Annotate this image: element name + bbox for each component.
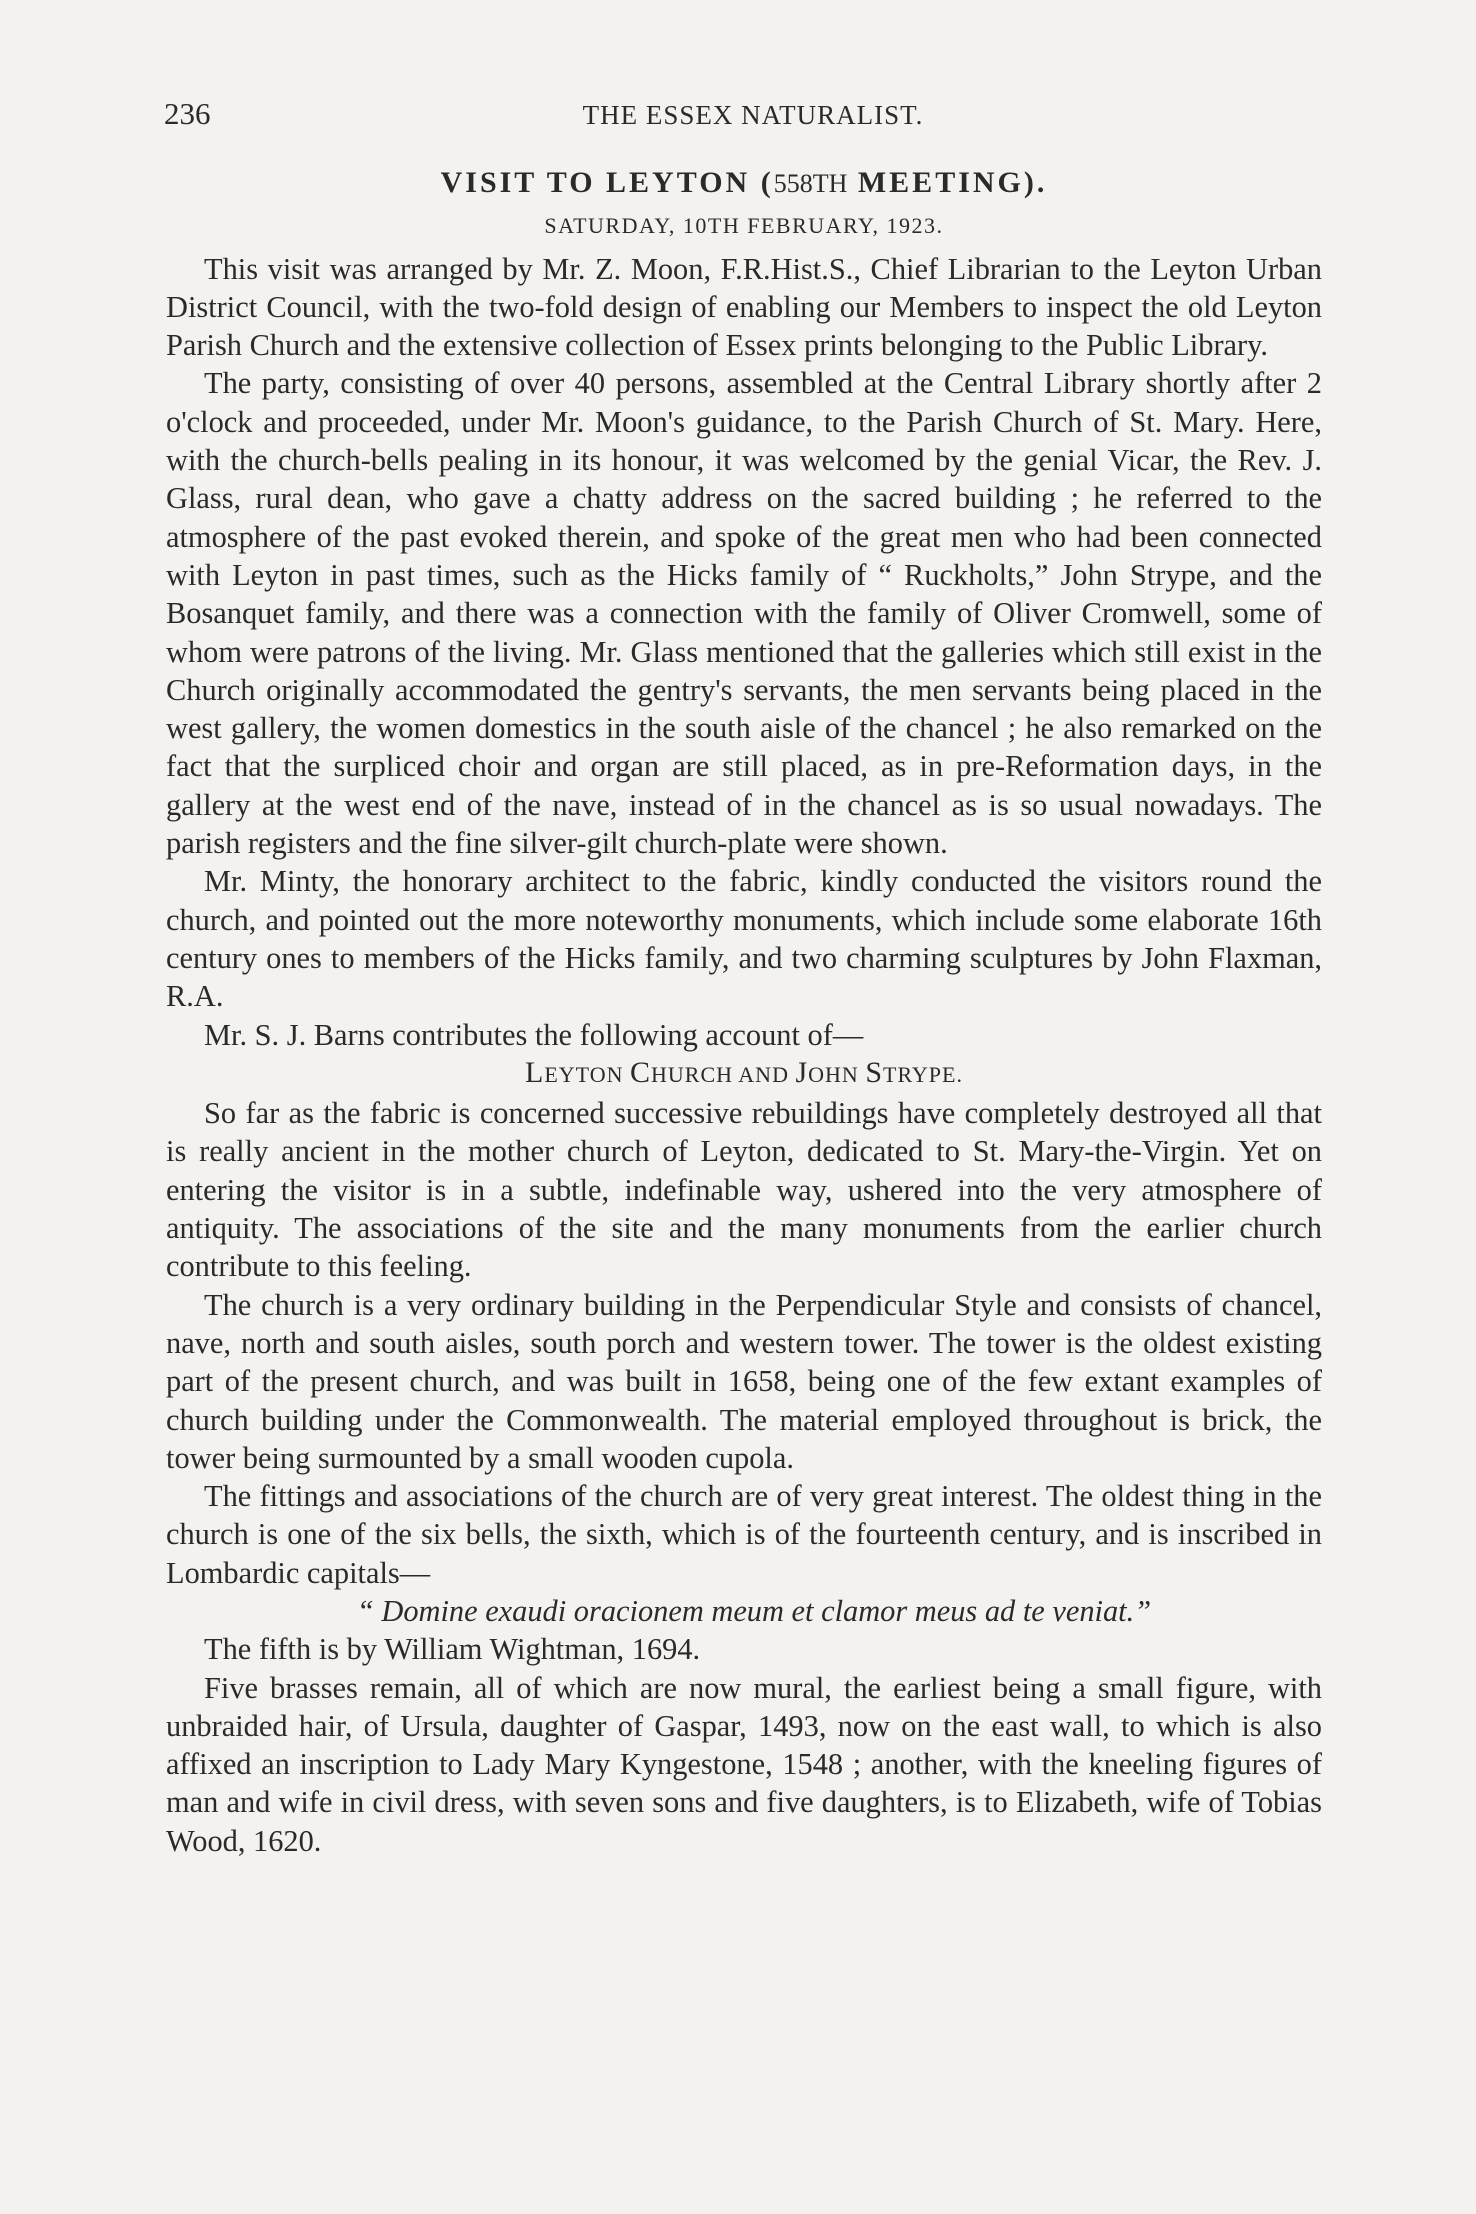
article-body [166, 164, 1322, 1860]
paragraph-barns: Mr. S. J. Barns contributes the following account of— [204, 1017, 864, 1052]
paragraph-minty: Mr. Minty, the honorary architect to the fabric, kindly conducted the visitors round the church, and pointed out the more noteworthy monuments, which include some elaborate 16th century ones to members of the Hicks family, and two charming sculptures by John Flaxman, R.A. [166, 864, 1322, 1014]
bell-inscription: “ Domine exaudi oracionem meum et clamor meus ad te veniat.” [356, 1593, 1152, 1628]
meeting-number: 558TH [773, 169, 848, 198]
paragraph-building: The church is a very ordinary building in the Perpendicular Style and consists of chancel, nave, north and south aisles, south porch and western tower. The tower is the oldest existing part of the present church, and was built in 1658, being one of the few extant examples of church building under the Commonwealth. The material employed throughout is brick, the tower being surmounted by a small wooden cupola. [166, 1287, 1322, 1475]
title-text-end: MEETING). [847, 166, 1048, 199]
title-text: VISIT TO LEYTON ( [440, 166, 774, 199]
meeting-date: SATURDAY, 10TH FEBRUARY, 1923. [544, 213, 944, 239]
paragraph-party: The party, consisting of over 40 persons, assembled at the Central Library shortly after 2 o'clock and proceeded, under Mr. Moon's guidance, to the Parish Church of St. Mary. Here, with the church-bells pealing in its honour, it was welcomed by the genial Vicar, the Rev. J. Glass, rural dean, who gave a chatty address on the sacred building ; he referred to the atmosphere of the past evoked therein, and spoke of the great men who had been connected with Leyton in past times, such as the Hicks family of “ Ruckholts,” John Strype, and the Bosanquet family, and there was a connection with the family of Oliver Cromwell, some of whom were patrons of the living. Mr. Glass mentioned that the galleries which still exist in the Church originally accommodated the gentry's servants, the men servants being placed in the west gallery, the women domestics in the south aisle of the chancel ; he also remarked on the fact that the surpliced choir and organ are still placed, as in pre-Reformation days, in the gallery at the west end of the nave, instead of in the chancel as is so usual nowadays. The parish registers and the fine silver-gilt church-plate were shown. [166, 366, 1322, 861]
paragraph-fittings: The fittings and associations of the church are of very great interest. The oldest thing in the church is one of the six bells, the sixth, which is of the fourteenth century, and is inscribed in Lombardic capitals— [166, 1479, 1322, 1590]
paragraph-fabric: So far as the fabric is concerned successive rebuildings have completely destroyed all that is really ancient in the mother church of Leyton, dedicated to St. Mary-the-Virgin. Yet on entering the visitor is in a subtle, indefinable way, ushered into the very atmosphere of antiquity. The associations of the site and the many monuments from the earlier church contribute to this feeling. [166, 1096, 1322, 1284]
section-heading: LEYTON CHURCH AND JOHN STRYPE. [525, 1055, 963, 1089]
page-number: 236 [164, 96, 211, 131]
paragraph-intro: This visit was arranged by Mr. Z. Moon, F.R.Hist.S., Chief Librarian to the Leyton Urban District Council, with the two-fold design of enabling our Members to inspect the old Leyton Parish Church and the extensive collection of Essex prints belonging to the Public Library. [166, 251, 1322, 363]
journal-title: THE ESSEX NATURALIST. [582, 100, 924, 130]
paragraph-fifth-bell: The fifth is by William Wightman, 1694. [204, 1632, 701, 1667]
running-head [164, 96, 1326, 136]
paragraph-brasses: Five brasses remain, all of which are now mural, the earliest being a small figure, with unbraided hair, of Ursula, daughter of Gaspar, 1493, now on the east wall, to which is also affixed an inscription to Lady Mary Kyngestone, 1548 ; another, with the kneeling figures of man and wife in civil dress, with seven sons and five daughters, is to Elizabeth, wife of Tobias Wood, 1620. [166, 1670, 1322, 1858]
article-title [166, 164, 1322, 203]
